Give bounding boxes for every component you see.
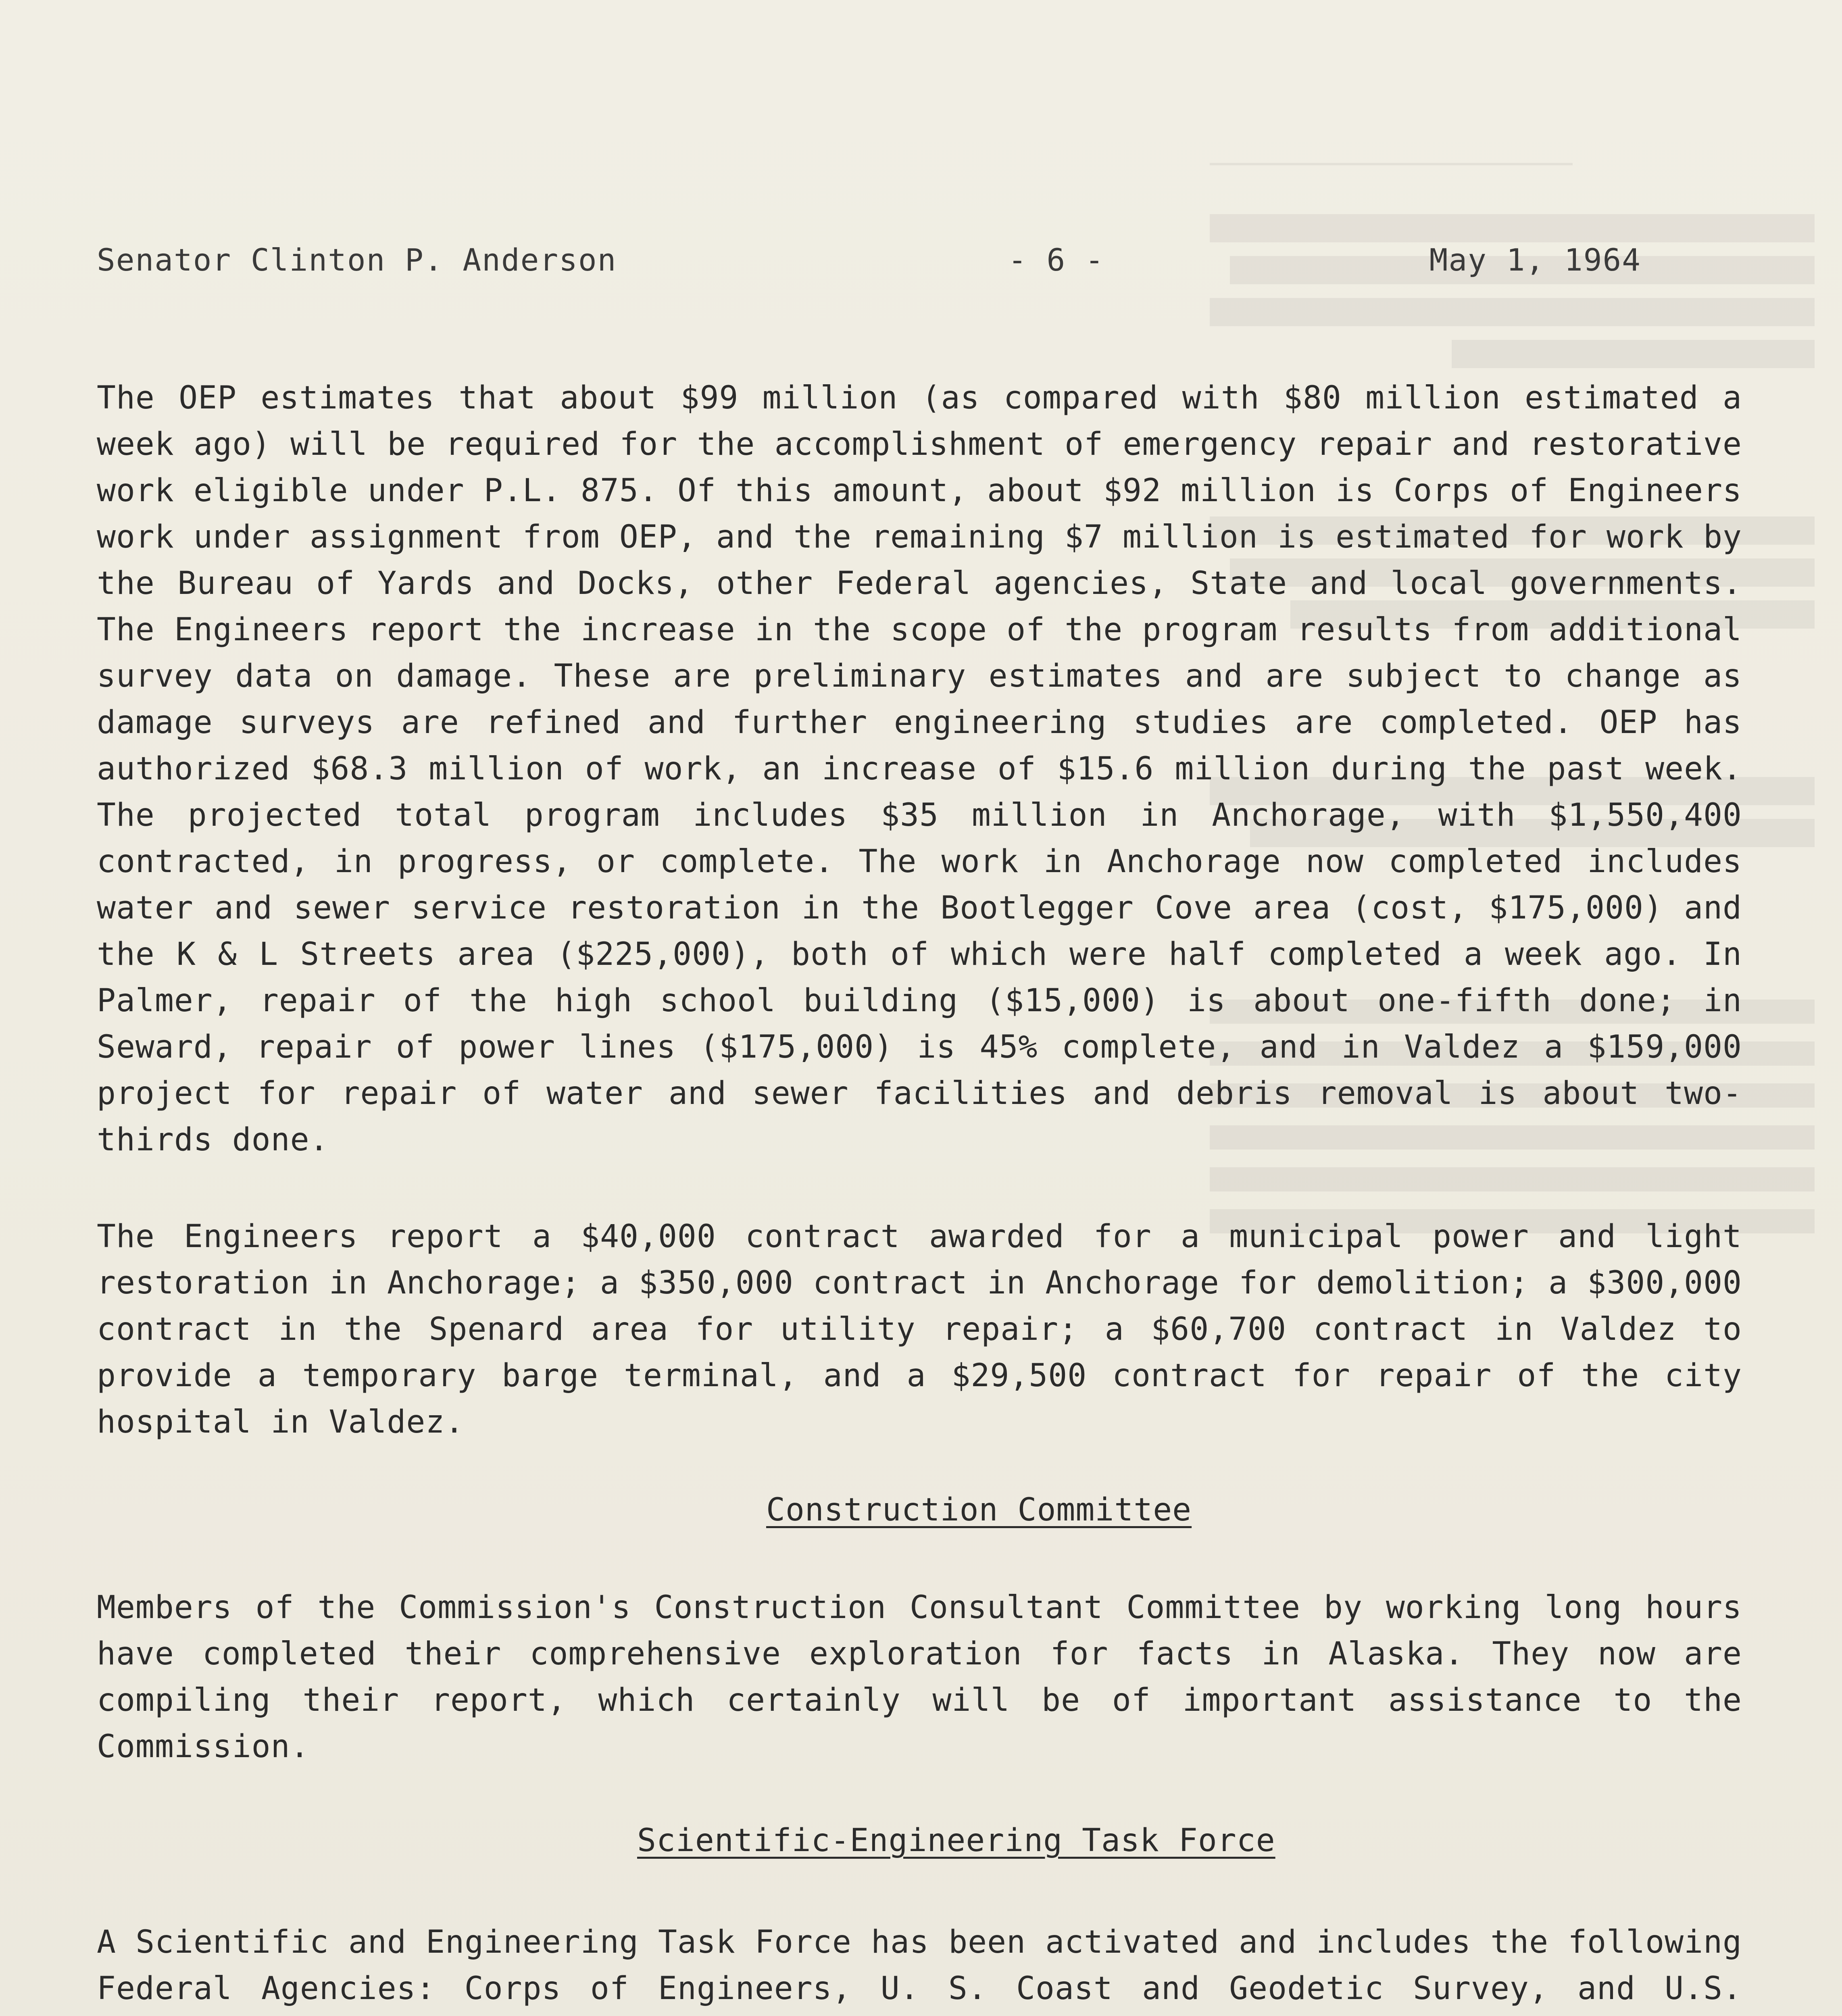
heading-task-force: [637, 1822, 1275, 1859]
heading-task-force-text: Scientific-Engineering Task Force: [637, 1822, 1275, 1859]
recipient-name: Senator Clinton P. Anderson: [97, 242, 617, 278]
page-number: - 6 -: [1008, 242, 1104, 278]
paragraph-oep-estimates: The OEP estimates that about $99 million (as compared with $80 million estimated a week ago) will be required for the accomplishment of emergency repair and restorative work eligible under P.L. 875. Of this amount, about $92 million is Corps of Engineers work under assignment from OEP, and the remaining $7 million is estimated for work by the Bureau of Yards and Docks, other Federal agencies, State and local governments. The Engineers report the increase in the scope of the program results from additional survey data on damage. These are preliminary estimates and are subject to change as damage surveys are refined and further engineering studies are completed. OEP has authorized $68.3 million of work, an increase of $15.6 million during the past week. The projected total program includes $35 million in Anchorage, with $1,550,400 contracted, in progress, or complete. The work in Anchorage now completed includes water and sewer service restoration in the Bootlegger Cove area (cost, $175,000) and the K & L Streets area ($225,000), both of which were half completed a week ago. In Palmer, repair of the high school building ($15,000) is about one-fifth done; in Seward, repair of power lines ($175,000) is 45% complete, and in Valdez a $159,000 project for repair of water and sewer facilities and debris removal is about two-thirds done.: [97, 380, 1742, 1158]
heading-construction-committee-text: Construction Committee: [766, 1492, 1192, 1528]
paragraph-engineers-contracts: The Engineers report a $40,000 contract awarded for a municipal power and light restoration in Anchorage; a $350,000 contract in Anchorage for demolition; a $300,000 contract in the Spenard area for utility repair; a $60,700 contract in Valdez to provide a temporary barge terminal, and a $29,500 contract for repair of the city hospital in Valdez.: [97, 1218, 1742, 1440]
paragraph-construction-committee: Members of the Commission's Construction Consultant Committee by working long hours have completed their comprehensive exploration for facts in Alaska. They now are compiling their report, which certainly will be of important assistance to the Commission.: [97, 1589, 1742, 1765]
letter-date: May 1, 1964: [1429, 242, 1641, 278]
letter-header: [97, 242, 1641, 290]
heading-construction-committee: [766, 1492, 1192, 1528]
paragraph-task-force: A Scientific and Engineering Task Force has been activated and includes the following Federal Agencies: Corps of Engineers, U. S. Coast and Geodetic Survey, and U.S.: [97, 1924, 1742, 2007]
